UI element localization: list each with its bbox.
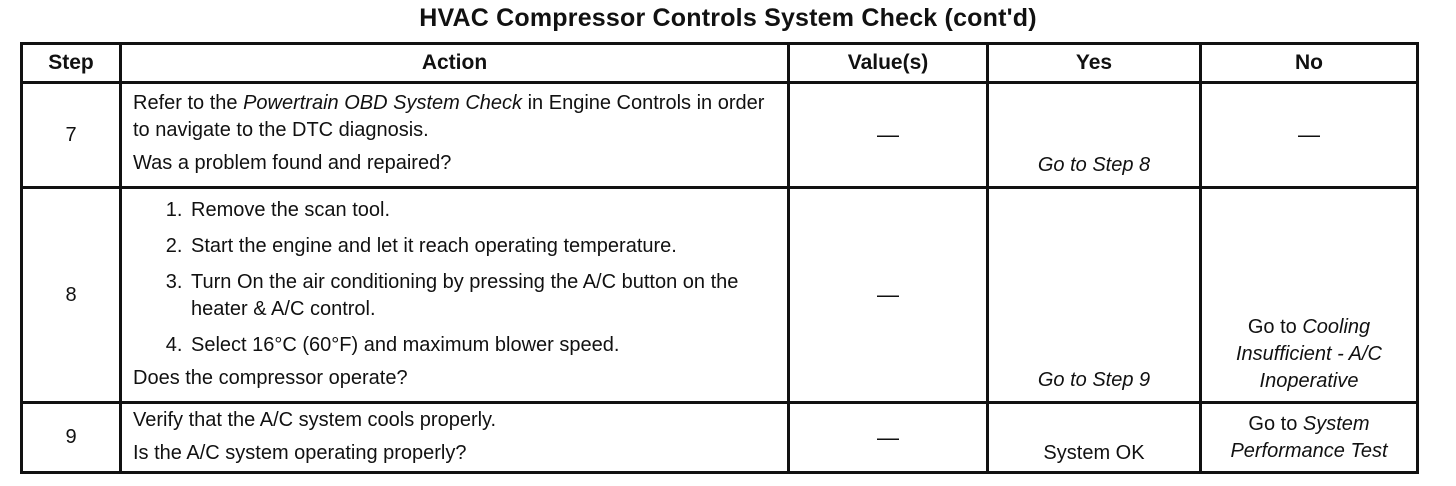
table-row-step-8	[22, 188, 1418, 403]
action-question: Is the A/C system operating properly?	[133, 442, 467, 464]
step-number: 9	[22, 403, 121, 473]
action-cell	[121, 83, 789, 188]
header-action: Action	[121, 44, 789, 83]
value-cell: —	[789, 403, 988, 473]
list-item: 3. Turn On the air conditioning by pressing the A/C button on the heater & A/C control.	[188, 269, 777, 323]
header-step: Step	[22, 44, 121, 83]
header-row	[22, 44, 1418, 83]
yes-cell	[988, 83, 1201, 188]
action-question: Does the compressor operate?	[133, 367, 408, 389]
list-item: 1. Remove the scan tool.	[188, 197, 777, 224]
yes-result: System OK	[1043, 442, 1145, 464]
action-cell	[121, 188, 789, 403]
value-cell: —	[789, 83, 988, 188]
procedure-list	[133, 197, 777, 359]
value-cell: —	[789, 188, 988, 403]
table-row-step-9	[22, 403, 1418, 473]
step-number: 8	[22, 188, 121, 403]
yes-link[interactable]: Go to Step 8	[1037, 154, 1151, 176]
table-row-step-7	[22, 83, 1418, 188]
yes-cell	[988, 403, 1201, 473]
document-title: HVAC Compressor Controls System Check (cont'd)	[419, 4, 1037, 32]
yes-cell	[988, 188, 1201, 403]
system-check-table	[20, 42, 1419, 474]
list-item: 4. Select 16°C (60°F) and maximum blower speed.	[188, 332, 777, 359]
header-no: No	[1201, 44, 1418, 83]
action-question: Was a problem found and repaired?	[133, 152, 452, 174]
no-link[interactable]: Go to System Performance Test	[1230, 412, 1388, 462]
action-instruction: Verify that the A/C system cools properly.	[133, 409, 497, 431]
action-instruction: Refer to the Powertrain OBD System Check in Engine Controls in order to navigate to the DTC diagnosis.	[133, 92, 765, 141]
no-cell: —	[1201, 83, 1418, 188]
header-yes: Yes	[988, 44, 1201, 83]
no-cell	[1201, 188, 1418, 403]
header-values: Value(s)	[789, 44, 988, 83]
action-cell	[121, 403, 789, 473]
no-link[interactable]: Go to Cooling Insufficient - A/C Inoperative	[1236, 316, 1382, 392]
no-cell	[1201, 403, 1418, 473]
list-item: 2. Start the engine and let it reach operating temperature.	[188, 233, 777, 260]
yes-link[interactable]: Go to Step 9	[1037, 369, 1151, 391]
step-number: 7	[22, 83, 121, 188]
